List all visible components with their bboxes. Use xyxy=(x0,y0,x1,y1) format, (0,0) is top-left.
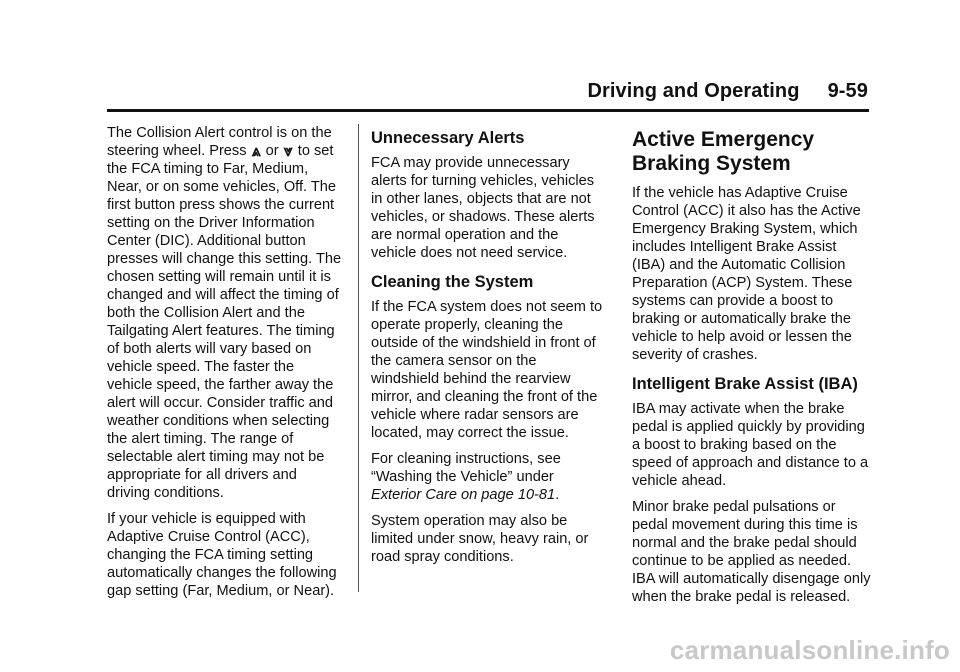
unnecessary-alerts-heading: Unnecessary Alerts xyxy=(371,129,525,147)
collision-alert-paragraph: The Collision Alert control is on the steering wheel. Press ⩓ or ⩔ to set the FCA timing to Far, Medium, Near, or on some vehicles, Off. The first button press shows the current setting on the Driver Information Center (DIC). Additional button presses will change this setting. The chosen setting will remain until it is changed and will affect the timing of both the Collision Alert and the Tailgating Alert features. The timing of both alerts will vary based on vehicle speed. The faster the vehicle speed, the farther away the alert will occur. Consider traffic and weather conditions when selecting the alert timing. The range of selectable alert timing may not be appropriate for all drivers and driving conditions. xyxy=(107,125,342,501)
cleaning-system-heading: Cleaning the System xyxy=(371,273,534,291)
column-left xyxy=(107,124,342,608)
cleaning-instructions-paragraph: For cleaning instructions, see “Washing the Vehicle” under Exterior Care on page 10-81. xyxy=(371,451,561,503)
active-emergency-braking-paragraph: If the vehicle has Adaptive Cruise Control (ACC) it also has the Active Emergency Braking System, which includes Intelligent Brake Assist (IBA) and the Automatic Collision Preparation (ACP) System. These systems can provide a boost to braking or automatically brake the vehicle to help avoid or lessen the severity of crashes. xyxy=(632,185,861,363)
acc-paragraph: If your vehicle is equipped with Adaptive Cruise Control (ACC), changing the FCA timing setting automatically changes the following gap setting (Far, Medium, or Near). xyxy=(107,511,337,599)
timing-decrease-icon: ⩔ xyxy=(283,143,293,160)
limited-operation-paragraph: System operation may also be limited under snow, heavy rain, or road spray conditions. xyxy=(371,513,589,565)
column-divider xyxy=(358,124,359,592)
exterior-care-link[interactable]: Exterior Care on page 10-81 xyxy=(371,487,556,503)
page-number: 9-59 xyxy=(827,80,868,102)
column-middle xyxy=(371,124,607,574)
unnecessary-alerts-paragraph: FCA may provide unnecessary alerts for turning vehicles, vehicles in other lanes, objects that are not vehicles, or shadows. These alerts are normal operation and the vehicle does not need service. xyxy=(371,155,595,261)
watermark: carmanualsonline.info xyxy=(669,635,950,665)
column-right xyxy=(632,124,872,614)
iba-heading: Intelligent Brake Assist (IBA) xyxy=(632,375,858,393)
page-header xyxy=(0,80,868,103)
iba-paragraph-2: Minor brake pedal pulsations or pedal movement during this time is normal and the brake pedal should continue to be applied as needed. IBA will automatically disengage only when the brake pedal is released. xyxy=(632,499,871,605)
cleaning-system-paragraph: If the FCA system does not seem to operate properly, cleaning the outside of the windshield in front of the camera sensor on the windshield behind the rearview mirror, and cleaning the front of the vehicle where radar sensors are located, may correct the issue. xyxy=(371,299,603,441)
iba-paragraph-1: IBA may activate when the brake pedal is applied quickly by providing a boost to braking based on the speed of approach and distance to a vehicle ahead. xyxy=(632,401,869,489)
timing-increase-icon: ⩓ xyxy=(251,143,261,160)
active-emergency-braking-heading: Active Emergency Braking System xyxy=(632,128,815,175)
header-rule xyxy=(107,109,869,112)
section-title: Driving and Operating xyxy=(587,80,800,102)
